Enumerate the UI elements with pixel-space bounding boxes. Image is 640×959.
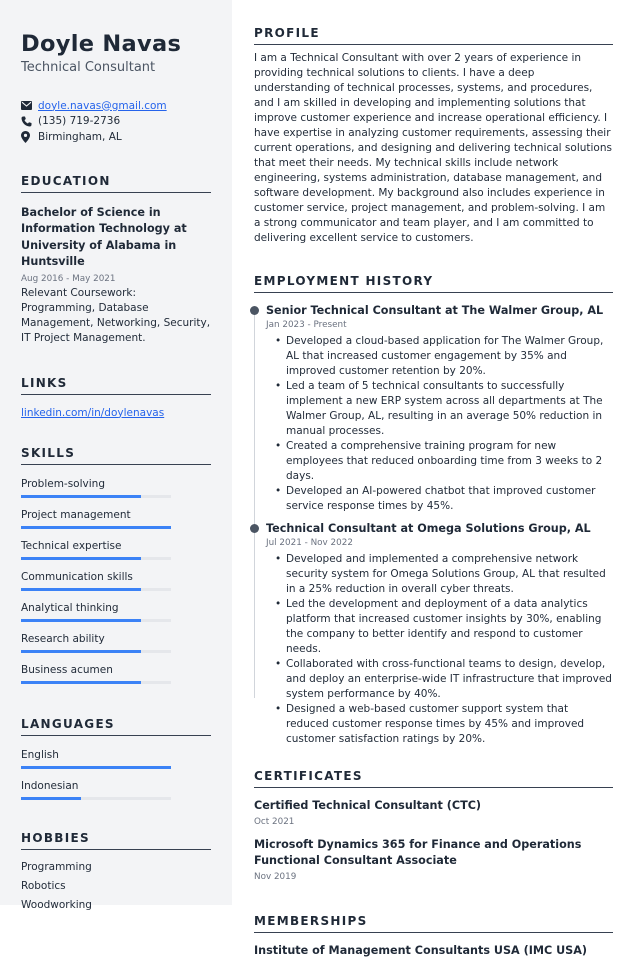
- language-item-level-fill: [21, 766, 171, 769]
- job-dates: Jan 2023 - Present: [266, 319, 613, 332]
- skills-section: [21, 446, 211, 684]
- language-item-label: English: [21, 748, 211, 762]
- job-bullet: • Developed an AI-powered chatbot that improved customer service response times by 45%.: [275, 484, 613, 514]
- education-degree: Bachelor of Science in Information Technology at University of Alabama in Huntsville: [21, 205, 211, 271]
- job-bullets: [266, 552, 613, 747]
- skill-item-label: Analytical thinking: [21, 601, 211, 615]
- job-bullet: • Developed a cloud-based application for The Walmer Group, AL that increased customer engagement by 35% and improved customer retention by 20%.: [275, 334, 613, 379]
- certificate-name: Certified Technical Consultant (CTC): [254, 798, 613, 815]
- skill-item: [21, 508, 211, 529]
- candidate-title: Technical Consultant: [21, 59, 211, 76]
- candidate-name: Doyle Navas: [21, 30, 211, 58]
- skills-list: [21, 477, 211, 684]
- skill-item-level-fill: [21, 495, 141, 498]
- skill-item-level-bar: [21, 526, 171, 529]
- skill-item-level-fill: [21, 526, 171, 529]
- certificates-heading: CERTIFICATES: [254, 769, 613, 788]
- profile-text: I am a Technical Consultant with over 2 years of experience in providing technical solutions to clients. I have a deep understanding of technical processes, systems, and procedures, and I am skilled in developing and implementing solutions that improve customer experience and increase operational efficiency. I have expertise in analyzing customer requirements, assessing their current operations, and designing and delivering technical solutions that meet their needs. My technical skills include network engineering, systems administration, database management, and software development. My background also includes experience in customer service, project management, and problem-solving. I am a strong communicator and team player, and I am committed to delivering excellent service to customers.: [254, 51, 613, 246]
- skill-item-level-fill: [21, 619, 141, 622]
- job-bullet: • Designed a web-based customer support system that reduced customer response times by 45% and improved customer satisfaction ratings by 20%.: [275, 702, 613, 747]
- language-item: [21, 748, 211, 769]
- hobbies-section: [21, 831, 211, 915]
- contact-block: [21, 98, 211, 145]
- education-coursework: Relevant Coursework: Programming, Database Management, Networking, Security, IT Project Management.: [21, 286, 211, 346]
- skill-item-label: Business acumen: [21, 663, 211, 677]
- skill-item: [21, 632, 211, 653]
- job-bullet: • Led the development and deployment of a data analytics platform that increased customer insights by 30%, enabling the company to better identify and respond to customer needs.: [275, 597, 613, 657]
- skill-item-level-bar: [21, 681, 171, 684]
- envelope-icon: [21, 101, 38, 110]
- education-section: [21, 174, 211, 346]
- timeline-dot: [250, 306, 259, 315]
- employment-heading: EMPLOYMENT HISTORY: [254, 274, 613, 293]
- skill-item: [21, 601, 211, 622]
- sidebar: [0, 0, 232, 905]
- certificate-date: Nov 2019: [254, 871, 613, 884]
- hobbies-list: [21, 858, 211, 915]
- skill-item: [21, 663, 211, 684]
- skill-item-level-bar: [21, 588, 171, 591]
- skill-item-label: Communication skills: [21, 570, 211, 584]
- membership-name: Institute of Management Consultants USA (IMC USA): [254, 943, 613, 959]
- job-entry: [254, 303, 613, 514]
- location-text: Birmingham, AL: [38, 131, 122, 143]
- timeline-dot: [250, 524, 259, 533]
- phone-text: (135) 719-2736: [38, 115, 120, 127]
- hobby-item: Programming: [21, 858, 211, 877]
- profile-section: [254, 26, 613, 246]
- language-item-level-bar: [21, 766, 171, 769]
- job-entry: [254, 521, 613, 747]
- languages-list: [21, 748, 211, 800]
- job-bullets: [266, 334, 613, 514]
- skill-item-level-bar: [21, 557, 171, 560]
- job-bullet: • Led a team of 5 technical consultants to successfully implement a new ERP system across all departments at The Walmer Group, AL, resulting in an average 50% reduction in manual processes.: [275, 379, 613, 439]
- skill-item-level-fill: [21, 681, 141, 684]
- language-item-label: Indonesian: [21, 779, 211, 793]
- skill-item: [21, 570, 211, 591]
- skill-item-label: Problem-solving: [21, 477, 211, 491]
- hobbies-heading: HOBBIES: [21, 831, 211, 850]
- languages-section: [21, 717, 211, 800]
- skills-heading: SKILLS: [21, 446, 211, 465]
- contact-location-row: [21, 129, 211, 145]
- education-heading: EDUCATION: [21, 174, 211, 193]
- hobby-item: Woodworking: [21, 896, 211, 915]
- contact-email-row: [21, 98, 211, 114]
- skill-item-level-bar: [21, 650, 171, 653]
- links-section: [21, 376, 211, 419]
- main-content: [232, 0, 640, 905]
- certificates-section: [254, 769, 613, 884]
- skill-item: [21, 477, 211, 498]
- skill-item-level-fill: [21, 557, 141, 560]
- contact-phone-row: [21, 114, 211, 130]
- employment-section: [254, 274, 613, 747]
- job-bullet: • Created a comprehensive training program for new employees that reduced onboarding time from 3 weeks to 2 days.: [275, 439, 613, 484]
- language-item-level-bar: [21, 797, 171, 800]
- linkedin-link[interactable]: linkedin.com/in/doylenavas: [21, 407, 211, 419]
- job-bullet: • Collaborated with cross-functional teams to design, develop, and deploy an enterprise-wide IT infrastructure that improved system performance by 40%.: [275, 657, 613, 702]
- profile-heading: PROFILE: [254, 26, 613, 45]
- memberships-section: [254, 914, 613, 959]
- language-item-level-fill: [21, 797, 81, 800]
- skill-item-level-fill: [21, 588, 141, 591]
- jobs-timeline: [254, 303, 613, 747]
- job-dates: Jul 2021 - Nov 2022: [266, 537, 613, 550]
- skill-item-label: Research ability: [21, 632, 211, 646]
- skill-item: [21, 539, 211, 560]
- memberships-heading: MEMBERSHIPS: [254, 914, 613, 933]
- location-pin-icon: [21, 131, 38, 143]
- phone-icon: [21, 116, 38, 127]
- language-item: [21, 779, 211, 800]
- skill-item-label: Technical expertise: [21, 539, 211, 553]
- job-bullet: • Developed and implemented a comprehensive network security system for Omega Solutions Group, AL that resulted in a 25% reduction in overall cyber threats.: [275, 552, 613, 597]
- skill-item-level-fill: [21, 650, 141, 653]
- job-title: Senior Technical Consultant at The Walmer Group, AL: [266, 303, 613, 318]
- languages-heading: LANGUAGES: [21, 717, 211, 736]
- education-dates: Aug 2016 - May 2021: [21, 273, 211, 285]
- certificate-name: Microsoft Dynamics 365 for Finance and Operations Functional Consultant Associate: [254, 837, 613, 870]
- skill-item-level-bar: [21, 619, 171, 622]
- skill-item-level-bar: [21, 495, 171, 498]
- links-heading: LINKS: [21, 376, 211, 395]
- job-title: Technical Consultant at Omega Solutions Group, AL: [266, 521, 613, 536]
- skill-item-label: Project management: [21, 508, 211, 522]
- hobby-item: Robotics: [21, 877, 211, 896]
- certificate-date: Oct 2021: [254, 816, 613, 829]
- email-link[interactable]: doyle.navas@gmail.com: [38, 100, 167, 112]
